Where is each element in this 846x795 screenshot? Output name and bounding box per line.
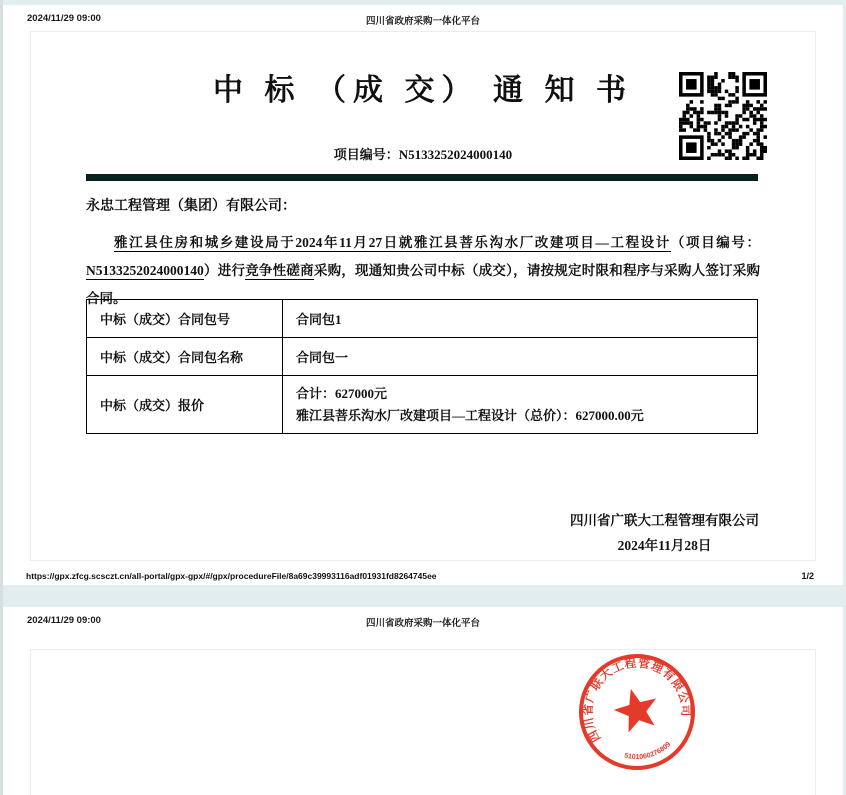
document-page-1	[3, 5, 843, 585]
row-label: 中标（成交）报价	[87, 376, 283, 434]
award-table	[86, 299, 758, 434]
divider-bar	[86, 174, 758, 181]
print-header	[27, 13, 819, 27]
document-page-2	[3, 607, 843, 795]
row-value	[283, 376, 758, 434]
company-seal	[572, 647, 702, 777]
footer-url: https://gpx.zfcg.scsczt.cn/all-portal/gpx-gpx/#/gpx/procedureFile/8a69c39993116adf01931fd8264745ee	[26, 571, 437, 581]
table-row	[87, 338, 758, 376]
seal-star-icon	[610, 683, 663, 735]
notice-title: 中 标 （成 交） 通 知 书	[213, 74, 633, 107]
header-datetime: 2024/11/29 09:00	[27, 13, 101, 24]
paragraph-text: ）进行	[203, 263, 246, 278]
row-value: 合同包1	[283, 300, 758, 338]
project-number-underlined: N5133252024000140	[86, 263, 204, 278]
header-platform-title: 四川省政府采购一体化平台	[365, 16, 480, 27]
paragraph-text: 采购，现通知贵公司中标（成交），请按规定时限和程序与采购人签订采购合同。	[86, 263, 761, 306]
bid-detail: 雅江县菩乐沟水厂改建项目—工程设计（总价）：627000.00元	[296, 407, 644, 423]
header-platform-title: 四川省政府采购一体化平台	[365, 618, 480, 629]
table-row	[87, 376, 758, 434]
bid-total: 合计：627000元	[296, 385, 388, 401]
print-header	[27, 615, 819, 629]
header-datetime: 2024/11/29 09:00	[27, 615, 101, 626]
procurement-method-underlined: 竞争性磋商	[245, 263, 314, 278]
recipient-company: 永忠工程管理（集团）有限公司：	[86, 199, 296, 214]
seal-code-text: 5101060276809	[623, 741, 673, 762]
seal-company-text: 四川省广联大工程管理有限公司	[582, 657, 692, 744]
row-value: 合同包一	[283, 338, 758, 376]
row-label: 中标（成交）合同包号	[87, 300, 283, 338]
paragraph-text: （项目编号：	[670, 235, 760, 250]
purchaser-project-underlined: 雅江县住房和城乡建设局于2024年11月27日就雅江县菩乐沟水厂改建项目—工程设计	[114, 235, 671, 250]
page-indicator: 1/2	[801, 571, 814, 581]
issue-date: 2024年11月28日	[617, 538, 712, 553]
signature-block	[570, 508, 759, 558]
row-label: 中标（成交）合同包名称	[87, 338, 283, 376]
issuer-company: 四川省广联大工程管理有限公司	[570, 513, 759, 528]
project-number: 项目编号：N5133252024000140	[333, 147, 513, 162]
table-row	[87, 300, 758, 338]
